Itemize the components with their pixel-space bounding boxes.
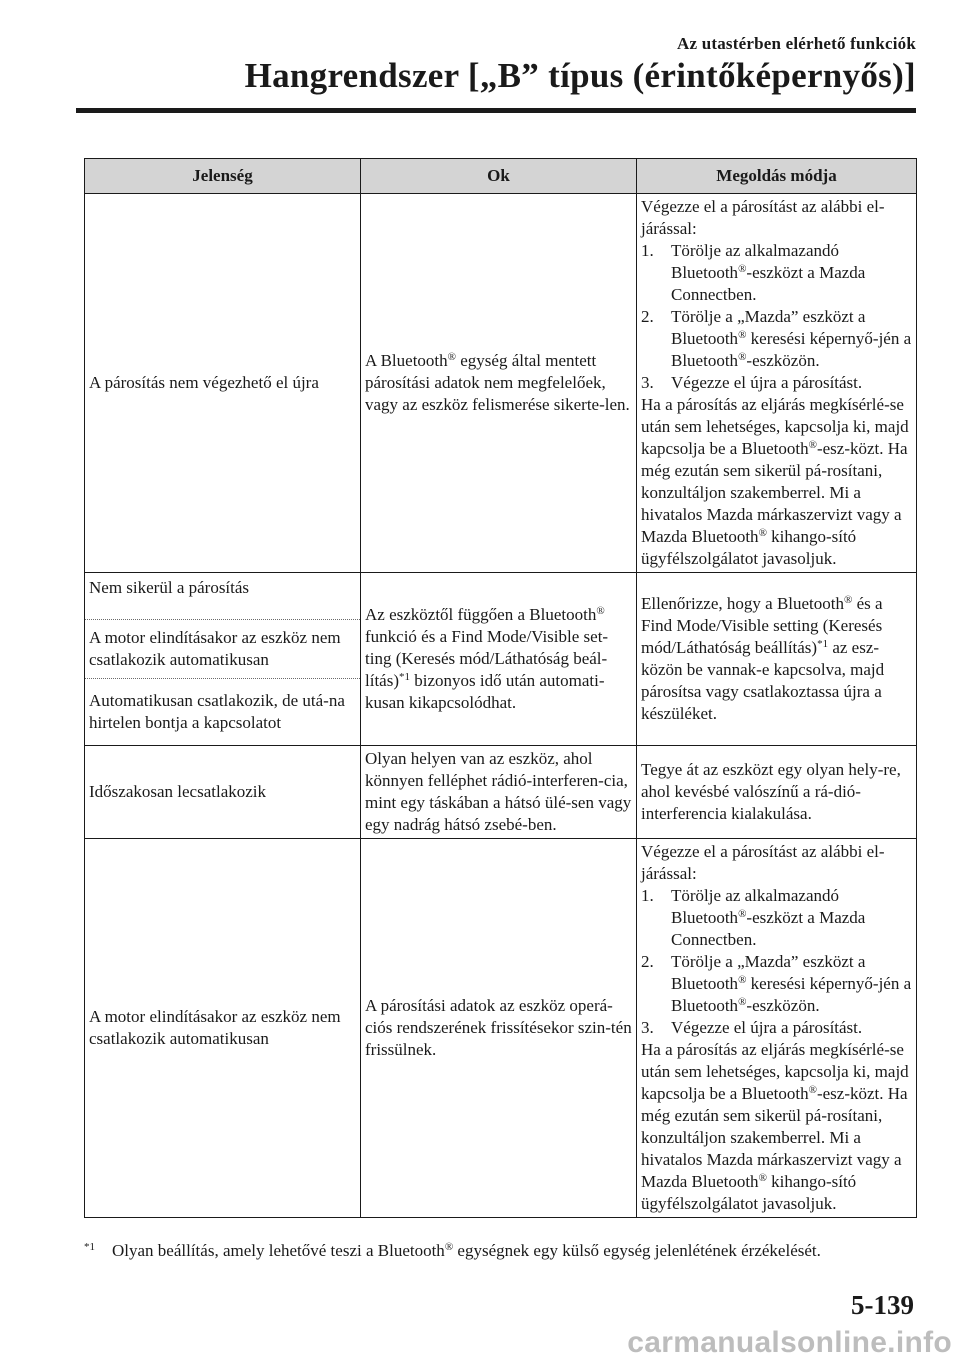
page-title: Hangrendszer [„B” típus (érintőképernyős)]	[244, 56, 916, 95]
footnote-ref: *1	[817, 638, 829, 650]
step-number: 3.	[641, 1018, 654, 1037]
symptom-cell	[85, 839, 361, 1218]
table-row	[85, 839, 917, 1218]
symptom-text: A motor elindításakor az eszköz nem csatlakozik automatikusan	[89, 1007, 341, 1048]
solution-cell	[637, 839, 917, 1218]
cause-text: A Bluetooth	[365, 351, 448, 370]
watermark: carmanualsonline.info	[627, 1326, 952, 1359]
section-title: Az utastérben elérhető funkciók	[677, 34, 916, 53]
solution-cell	[637, 746, 917, 839]
step-number: 1.	[641, 886, 654, 905]
symptom-cell	[85, 620, 361, 679]
footnote	[84, 1240, 914, 1262]
solution-followup: Ha a párosítás az eljárás megkísérlé-se után sem lehetséges, kapcsolja ki, majd kapcsolja be a Bluetooth®-esz-közt. Ha még ezután sem sikerül pá-rosítani, konzultáljon szakemberrel. Mi a hivatalos Mazda márkaszervizt vagy a Mazda Bluetooth® kihango-sító ügyfélszolgálatot javasoljuk.	[641, 395, 909, 568]
solution-step	[641, 240, 912, 306]
step-number: 2.	[641, 952, 654, 971]
step-number: 1.	[641, 241, 654, 260]
column-header-symptom: Jelenség	[85, 159, 361, 194]
solution-step	[641, 885, 912, 951]
title-rule	[76, 108, 916, 113]
cause-text: Olyan helyen van az eszköz, ahol könnyen felléphet rádió-interferen-cia, mint egy táskában a hátsó ülé-sen vagy egy nadrág hátsó zsebé-ben.	[365, 749, 632, 834]
step-number: 3.	[641, 373, 654, 392]
solution-text: Tegye át az eszközt egy olyan hely-re, ahol kevésbé valószínű a rá-dió-interferencia kialakulása.	[641, 760, 901, 823]
footnote-marker: *1	[84, 1241, 95, 1253]
cause-text: bizonyos idő után automati-kusan kikapcsolódhat.	[365, 671, 605, 712]
solution-text: és a Find Mode/Visible setting (Keresés mód/Láthatóság beállítás)	[641, 594, 883, 657]
step-text: Törölje a „Mazda” eszközt a Bluetooth® keresési képernyő-jén a Bluetooth®-eszközön.	[671, 307, 912, 370]
solution-intro: Végezze el a párosítást az alábbi el-járással:	[641, 197, 885, 238]
step-text: Törölje az alkalmazandó Bluetooth®-eszközt a Mazda Connectben.	[671, 886, 866, 949]
solution-text: Ellenőrizze, hogy a Bluetooth	[641, 594, 844, 613]
symptom-text: Automatikusan csatlakozik, de utá-na hirtelen bontja a kapcsolatot	[89, 691, 345, 732]
footnote-ref: *1	[399, 671, 410, 683]
column-header-solution: Megoldás módja	[637, 159, 917, 194]
registered-mark: ®	[447, 351, 457, 363]
cause-cell	[361, 839, 637, 1218]
symptom-cell	[85, 679, 361, 746]
cause-text: Az eszköztől függően a Bluetooth	[365, 605, 597, 624]
solution-step	[641, 951, 912, 1017]
cause-text: egység által mentett párosítási adatok nem megfelelőek, vagy az eszköz felismerése sikerte-len.	[365, 351, 630, 414]
step-text: Törölje az alkalmazandó Bluetooth®-eszközt a Mazda Connectben.	[671, 241, 866, 304]
table-row	[85, 194, 917, 573]
column-header-cause: Ok	[361, 159, 637, 194]
symptom-cell	[85, 573, 361, 620]
registered-mark: ®	[844, 594, 853, 606]
symptom-cell	[85, 194, 361, 573]
step-text: Végezze el újra a párosítást.	[671, 1018, 863, 1037]
step-text: Törölje a „Mazda” eszközt a Bluetooth® keresési képernyő-jén a Bluetooth®-eszközön.	[671, 952, 912, 1015]
cause-text: funkció és a Find Mode/Visible set-ting (Keresés mód/Láthatóság beál-lítás)	[365, 627, 609, 690]
cause-text: A párosítási adatok az eszköz operá-ciós rendszerének frissítésekor szin-tén frissülnek.	[365, 996, 632, 1059]
footnote-text: Olyan beállítás, amely lehetővé teszi a Bluetooth	[112, 1241, 445, 1260]
solution-step	[641, 372, 912, 394]
cause-cell	[361, 573, 637, 746]
step-text: Végezze el újra a párosítást.	[671, 373, 863, 392]
solution-step	[641, 306, 912, 372]
symptom-cell	[85, 746, 361, 839]
step-number: 2.	[641, 307, 654, 326]
registered-mark: ®	[596, 605, 605, 617]
solution-followup: Ha a párosítás az eljárás megkísérlé-se után sem lehetséges, kapcsolja ki, majd kapcsolja be a Bluetooth®-esz-közt. Ha még ezután sem sikerül pá-rosítani, konzultáljon szakemberrel. Mi a hivatalos Mazda márkaszervizt vagy a Mazda Bluetooth® kihango-sító ügyfélszolgálatot javasoljuk.	[641, 1040, 909, 1213]
solution-intro: Végezze el a párosítást az alábbi el-járással:	[641, 842, 885, 883]
solution-cell	[637, 194, 917, 573]
cause-cell	[361, 194, 637, 573]
symptom-text: A párosítás nem végezhető el újra	[89, 373, 319, 392]
footnote-text: egységnek egy külső egység jelenlétének érzékelését.	[453, 1241, 821, 1260]
symptom-text: Nem sikerül a párosítás	[89, 578, 250, 597]
table-row	[85, 746, 917, 839]
solution-cell	[637, 573, 917, 746]
cause-cell	[361, 746, 637, 839]
solution-text: az esz-közön be vannak-e kapcsolva, majd párosítsa vagy csatlakoztassa újra a készüléket.	[641, 638, 885, 723]
table-header-row	[85, 159, 917, 194]
solution-step	[641, 1017, 912, 1039]
troubleshooting-table	[84, 158, 917, 1218]
page-number: 5-139	[851, 1290, 914, 1320]
symptom-text: Időszakosan lecsatlakozik	[89, 782, 267, 801]
symptom-text: A motor elindításakor az eszköz nem csatlakozik automatikusan	[89, 628, 341, 669]
table-row	[85, 573, 917, 620]
registered-mark: ®	[444, 1241, 454, 1253]
